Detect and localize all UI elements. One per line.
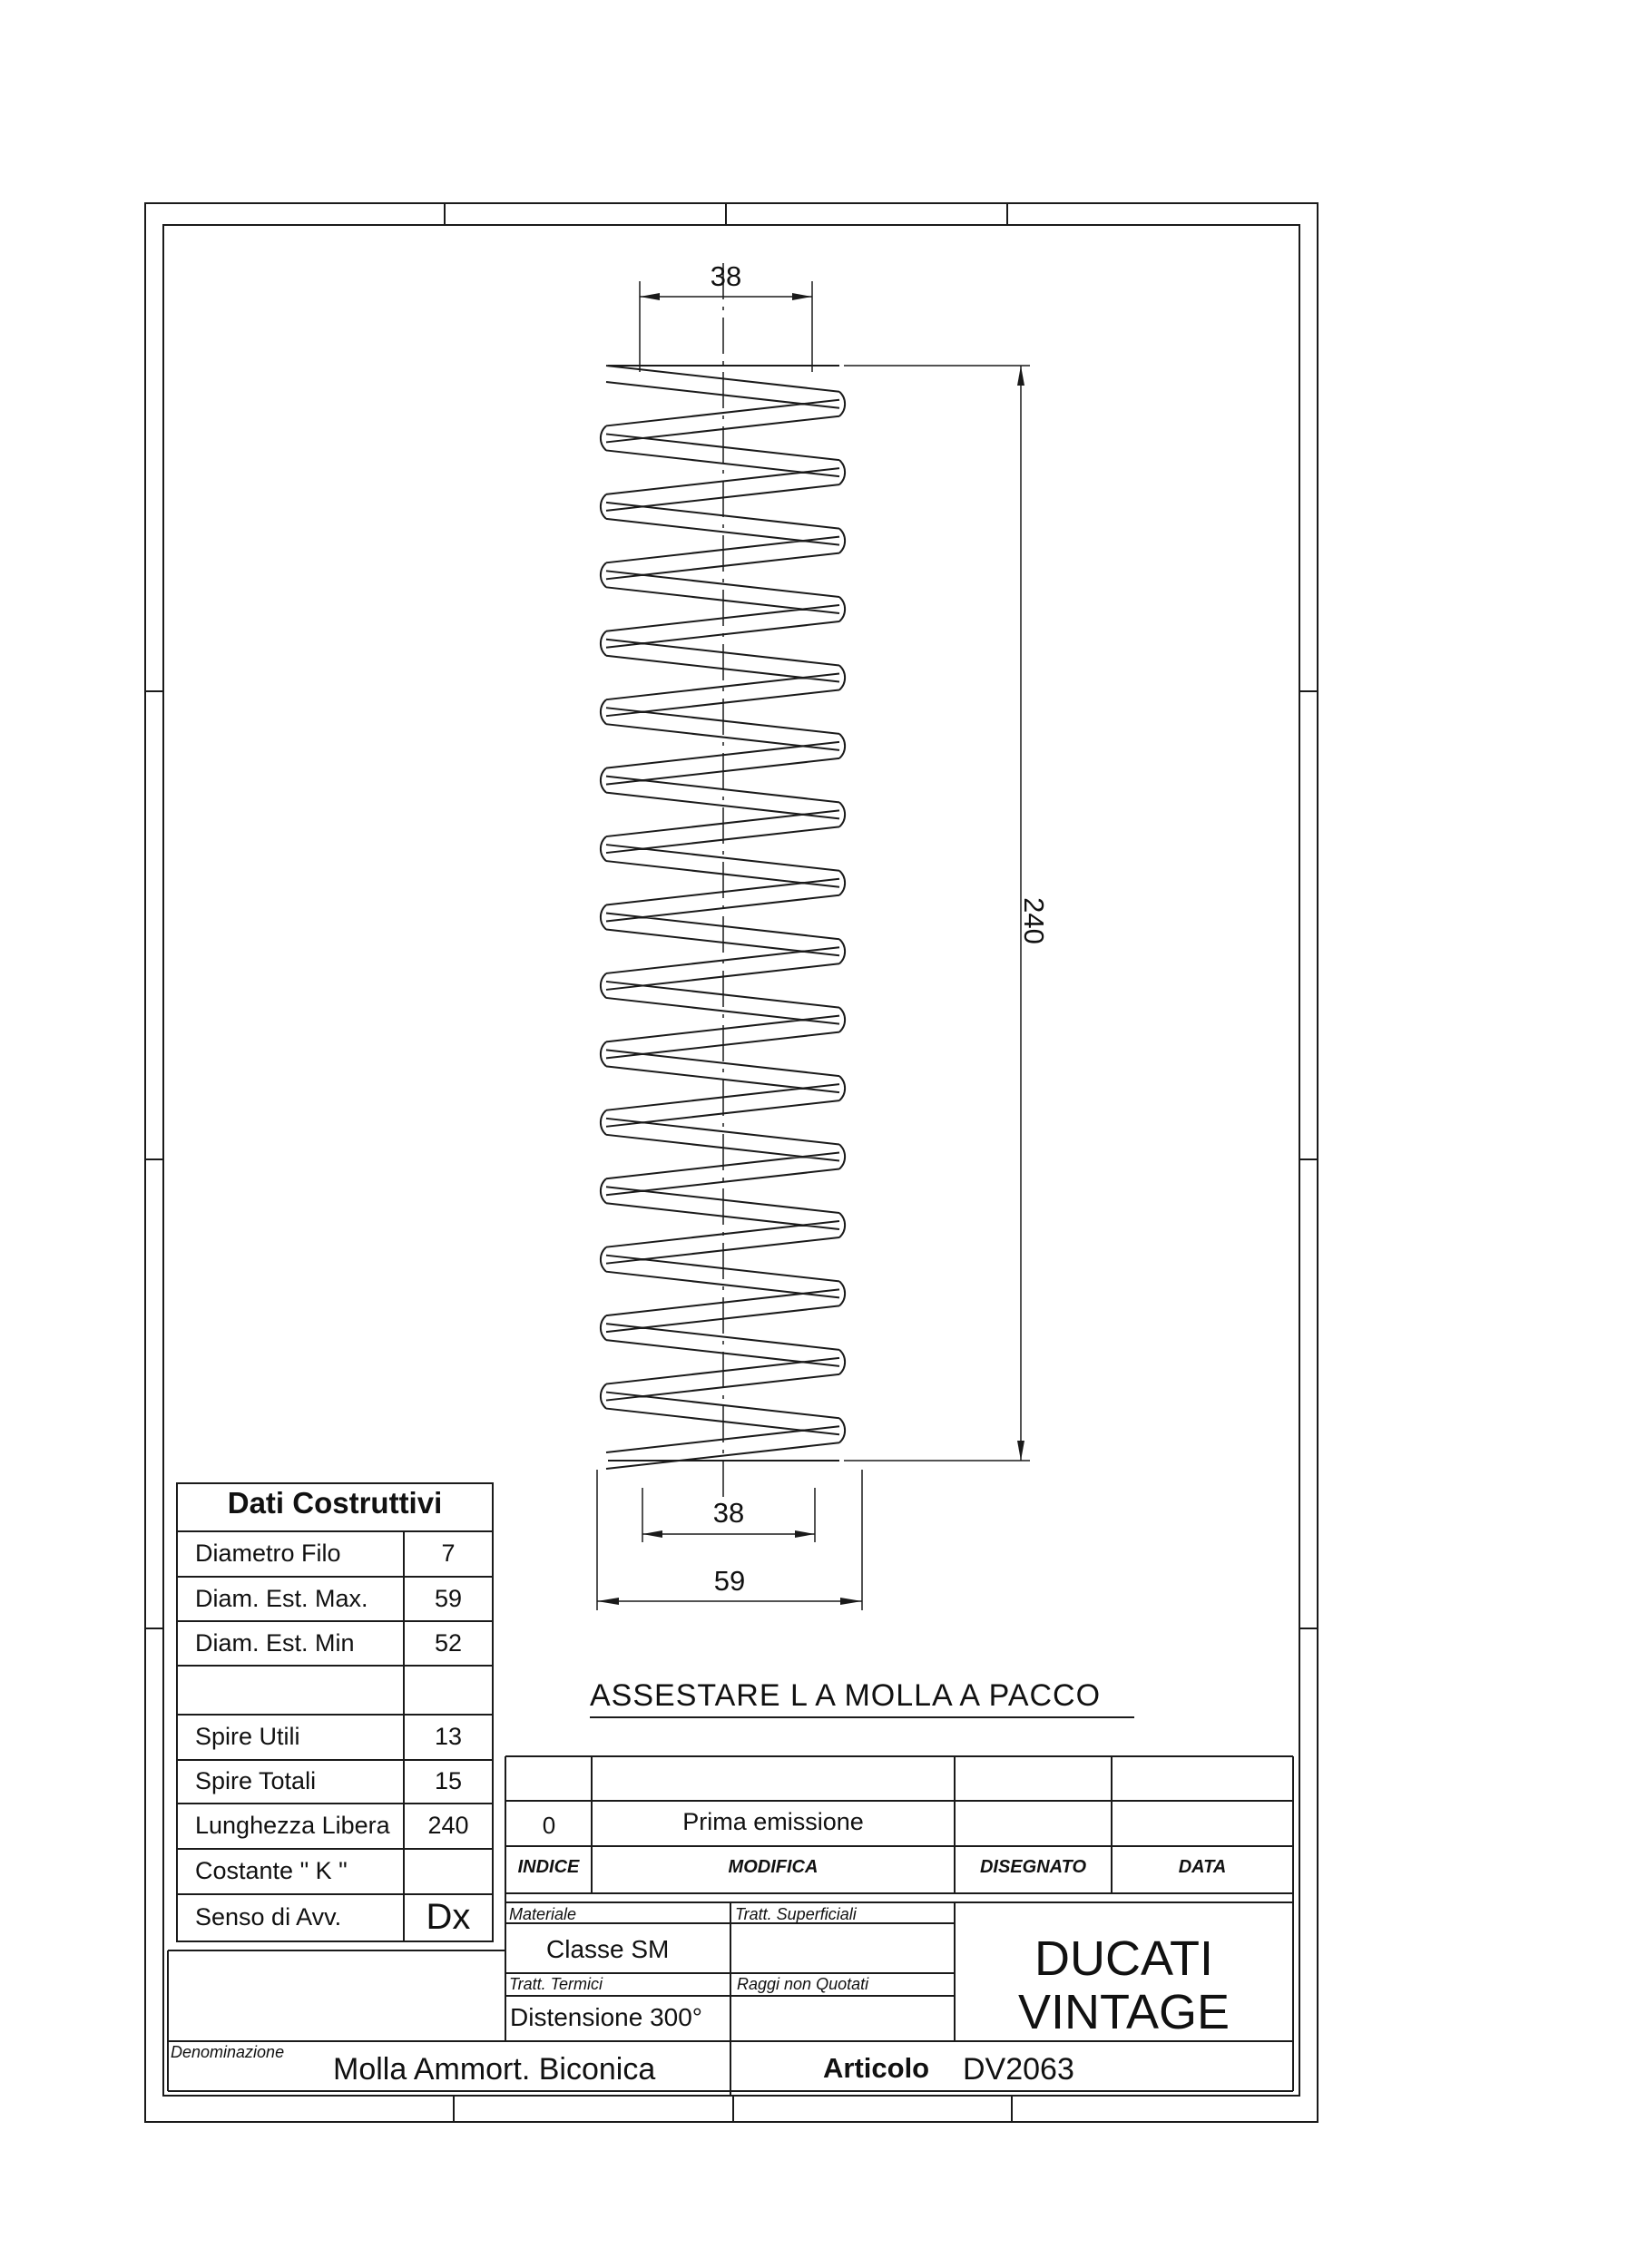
dimension-free-length: 240 [1018,897,1050,944]
company-name-line2: VINTAGE [1017,1985,1230,2039]
spec-value: 59 [434,1585,463,1612]
spring-drawing [601,263,845,1506]
spec-label: Senso di Avv. [195,1903,342,1931]
radii-label: Raggi non Quotati [737,1975,869,1993]
spec-value: 7 [441,1540,456,1567]
thermal-treatment-label: Tratt. Termici [509,1975,603,1993]
spec-value: 52 [434,1629,463,1657]
spec-label: Spire Totali [195,1767,317,1794]
spec-label: Lunghezza Libera [195,1812,390,1839]
specs-table-title: Dati Costruttivi [227,1486,443,1520]
article-label: Articolo [823,2052,930,2084]
thermal-treatment-value: Distensione 300° [510,2003,702,2031]
spec-value: 240 [427,1812,469,1839]
denomination-label: Denominazione [171,2043,285,2061]
surface-treatment-label: Tratt. Superficiali [735,1905,857,1923]
dimension-top-inner: 38 [710,260,742,292]
revision-change-0: Prima emissione [682,1808,864,1835]
company-name-line1: DUCATI [1034,1931,1213,1986]
spec-value: Dx [426,1897,471,1937]
assembly-note: ASSESTARE L A MOLLA A PACCO [590,1678,1102,1713]
spec-label: Costante " K " [195,1857,348,1884]
material-label: Materiale [509,1905,577,1923]
material-value: Classe SM [546,1935,670,1963]
spec-label: Diametro Filo [195,1540,341,1567]
revision-header-change: MODIFICA [728,1857,818,1877]
spec-label: Diam. Est. Min [195,1629,355,1657]
revision-index-0: 0 [542,1812,556,1839]
dimension-arrows [597,293,1024,1605]
spec-value: 15 [434,1767,463,1794]
article-value: DV2063 [963,2052,1074,2087]
revision-header-index: INDICE [517,1857,580,1877]
dimension-bottom-inner: 38 [712,1497,745,1529]
spec-value: 13 [434,1723,463,1750]
revision-header-drawn: DISEGNATO [979,1857,1087,1877]
revision-header-date: DATA [1178,1857,1227,1877]
dimension-outer: 59 [713,1565,746,1597]
denomination-value: Molla Ammort. Biconica [333,2052,656,2087]
spec-label: Spire Utili [195,1723,300,1750]
dimension-lines [597,281,1030,1610]
spec-label: Diam. Est. Max. [195,1585,368,1612]
